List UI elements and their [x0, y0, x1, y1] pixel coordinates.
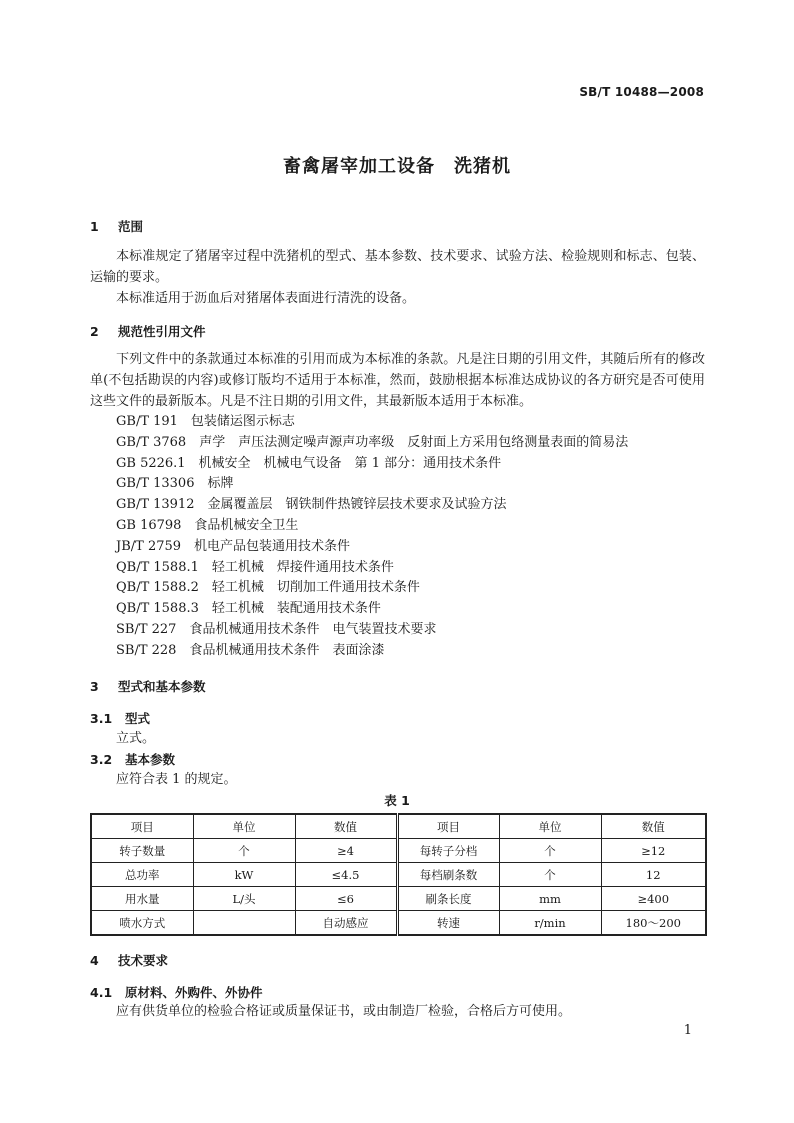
- table-header-cell: 单位: [193, 814, 295, 839]
- table-row: [91, 863, 706, 887]
- table-cell: 个: [499, 839, 601, 863]
- table-cell: kW: [193, 863, 295, 887]
- table-cell: r/min: [499, 911, 601, 936]
- table-cell: ≤4.5: [295, 863, 397, 887]
- section-1-paragraph-1: [90, 246, 705, 288]
- section-title: 规范性引用文件: [118, 324, 206, 339]
- reference-item: GB/T 191 包装储运图示标志: [116, 414, 295, 429]
- page-number: 1: [683, 1023, 692, 1038]
- table-row: [91, 839, 706, 863]
- subsection-title: 基本参数: [125, 752, 176, 767]
- subsection-number: 3.2: [90, 752, 113, 767]
- paragraph-text: 本标准适用于沥血后对猪屠体表面进行清洗的设备。: [116, 291, 416, 306]
- table-cell: 个: [193, 839, 295, 863]
- reference-item: SB/T 227 食品机械通用技术条件 电气装置技术要求: [116, 621, 437, 637]
- standard-number: SB/T 10488—2008: [579, 85, 704, 99]
- section-1-heading: [90, 217, 143, 235]
- paragraph-text: 本标准规定了猪屠宰过程中洗猪机的型式、基本参数、技术要求、试验方法、检验规则和标志、包装、运输的要求。: [90, 249, 705, 285]
- table-cell: ≥4: [295, 839, 397, 863]
- table-header-cell: 数值: [295, 814, 397, 839]
- subsection-title: 型式: [125, 711, 151, 726]
- table-header-cell: 项目: [397, 814, 499, 839]
- reference-item: GB 16798 食品机械安全卫生: [116, 517, 299, 533]
- reference-item: GB/T 13306 标牌: [116, 476, 234, 492]
- subsection-title: 原材料、外购件、外协件: [125, 985, 263, 1000]
- table-caption: 表 1: [384, 793, 410, 808]
- reference-item: SB/T 228 食品机械通用技术条件 表面涂漆: [116, 642, 385, 658]
- table-cell: 转速: [397, 911, 499, 936]
- section-4-1-heading: [90, 983, 263, 1001]
- reference-item: QB/T 1588.1 轻工机械 焊接件通用技术条件: [116, 559, 394, 575]
- table-cell: L/头: [193, 887, 295, 911]
- section-3-2-heading: [90, 750, 175, 768]
- table-cell: 自动感应: [295, 911, 397, 936]
- reference-item: QB/T 1588.3 轻工机械 装配通用技术条件: [116, 601, 381, 617]
- table-row: [91, 887, 706, 911]
- section-1-paragraph-2: [90, 288, 705, 309]
- table-cell: 转子数量: [91, 839, 193, 863]
- section-3-2-text: 应符合表 1 的规定。: [116, 772, 237, 787]
- table-cell: 总功率: [91, 863, 193, 887]
- table-header-cell: 单位: [499, 814, 601, 839]
- table-cell: ≤6: [295, 887, 397, 911]
- table-cell: ≥400: [601, 887, 706, 911]
- table-cell: 个: [499, 863, 601, 887]
- section-title: 型式和基本参数: [118, 679, 206, 694]
- section-3-heading: [90, 677, 206, 695]
- table-header-row: [91, 814, 706, 839]
- table-cell: 每档刷条数: [397, 863, 499, 887]
- section-3-1-heading: [90, 709, 150, 727]
- table-header-cell: 项目: [91, 814, 193, 839]
- table-cell: 刷条长度: [397, 887, 499, 911]
- table-cell: 用水量: [91, 887, 193, 911]
- reference-item: GB 5226.1 机械安全 机械电气设备 第 1 部分：通用技术条件: [116, 455, 502, 471]
- reference-item: JB/T 2759 机电产品包装通用技术条件: [116, 538, 351, 554]
- section-4-1-text: 应有供货单位的检验合格证或质量保证书，或由制造厂检验，合格后方可使用。: [116, 1004, 572, 1019]
- table-cell: 12: [601, 863, 706, 887]
- table-cell: 喷水方式: [91, 911, 193, 936]
- section-title: 范围: [118, 219, 144, 234]
- reference-item: GB/T 13912 金属覆盖层 钢铁制件热镀锌层技术要求及试验方法: [116, 497, 507, 513]
- section-4-heading: [90, 951, 168, 969]
- parameters-table: [90, 813, 707, 936]
- section-number: 4: [90, 953, 99, 968]
- section-3-1-text: 立式。: [116, 731, 156, 746]
- table-cell: ≥12: [601, 839, 706, 863]
- table-cell: 每转子分档: [397, 839, 499, 863]
- reference-item: QB/T 1588.2 轻工机械 切削加工件通用技术条件: [116, 580, 420, 596]
- document-title: 畜禽屠宰加工设备 洗猪机: [283, 156, 511, 177]
- section-number: 2: [90, 324, 99, 339]
- section-number: 1: [90, 219, 99, 234]
- table-header-cell: 数值: [601, 814, 706, 839]
- section-number: 3: [90, 679, 99, 694]
- section-2-paragraph-1: [90, 349, 705, 412]
- paragraph-text: 下列文件中的条款通过本标准的引用而成为本标准的条款。凡是注日期的引用文件，其随后所有的修改单(不包括勘误的内容)或修订版均不适用于本标准，然而，鼓励根据本标准达成协议的各方研究是否可使用这些文件的最新版本。凡是不注日期的引用文件，其最新版本适用于本标准。: [90, 352, 705, 409]
- table-row: [91, 911, 706, 936]
- section-2-heading: [90, 322, 206, 340]
- reference-item: GB/T 3768 声学 声压法测定噪声源声功率级 反射面上方采用包络测量表面的简易法: [116, 434, 629, 450]
- table-cell: 180～200: [601, 911, 706, 936]
- subsection-number: 4.1: [90, 985, 113, 1000]
- table-cell: mm: [499, 887, 601, 911]
- normative-references-list: [116, 412, 628, 662]
- table-cell: [193, 911, 295, 936]
- section-title: 技术要求: [118, 953, 169, 968]
- subsection-number: 3.1: [90, 711, 113, 726]
